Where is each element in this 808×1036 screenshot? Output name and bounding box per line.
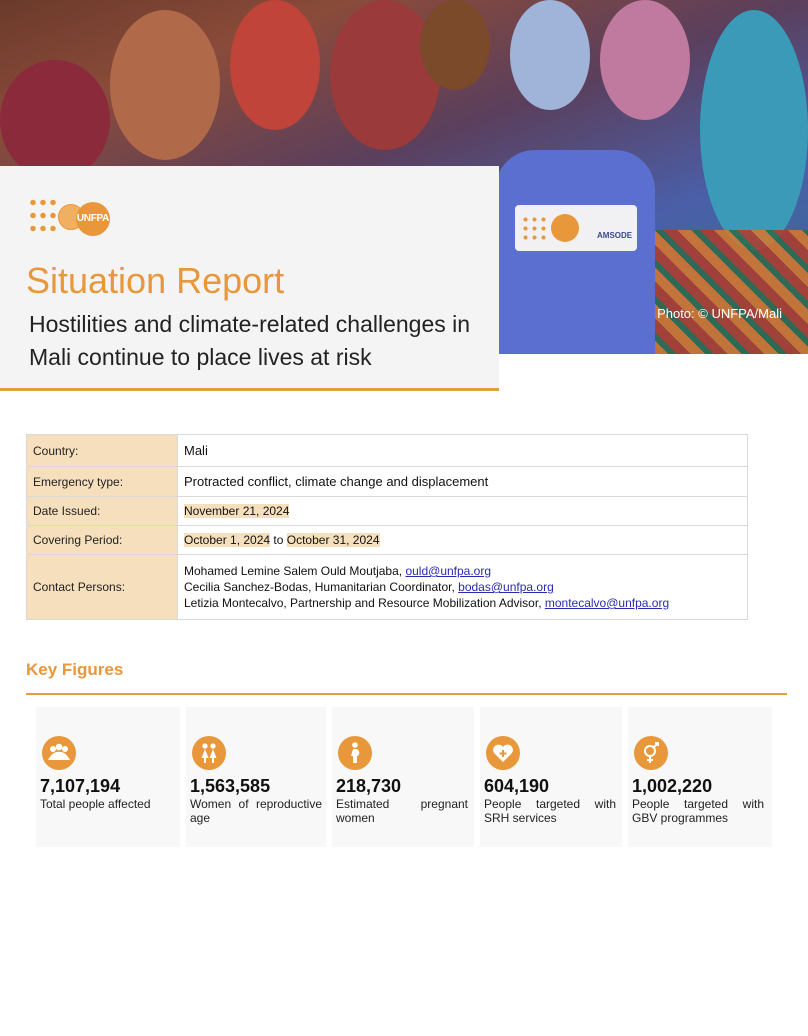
table-row xyxy=(27,435,748,467)
contact-email-link[interactable]: bodas@unfpa.org xyxy=(458,580,554,594)
heart-plus-icon xyxy=(486,736,520,770)
table-row xyxy=(27,497,748,526)
contact-name: Mohamed Lemine Salem Ould Moutjaba, xyxy=(184,564,406,578)
gender-symbol-icon xyxy=(634,736,668,770)
date-issued-label: Date Issued: xyxy=(27,497,178,526)
key-figure-value: 1,563,585 xyxy=(190,776,271,796)
contact-line xyxy=(184,563,741,579)
women-icon xyxy=(192,736,226,770)
key-figure-card xyxy=(480,707,622,847)
country-label: Country: xyxy=(27,435,178,467)
table-row xyxy=(27,526,748,555)
unfpa-logo xyxy=(28,196,110,236)
period-start: October 1, 2024 xyxy=(184,533,271,547)
contact-line xyxy=(184,579,741,595)
table-row xyxy=(27,555,748,620)
key-figure-card xyxy=(332,707,474,847)
divider xyxy=(26,693,787,695)
key-figures-cards xyxy=(36,707,772,847)
key-figure-label: Women of reproductive age xyxy=(190,797,322,825)
info-table xyxy=(26,434,748,620)
title-box xyxy=(0,166,499,391)
photo-credit: Photo: © UNFPA/Mali xyxy=(657,306,782,321)
vest-badge xyxy=(515,205,637,251)
key-figure-label: Total people affected xyxy=(40,797,151,811)
pregnant-woman-icon xyxy=(338,736,372,770)
key-figure-value: 604,190 xyxy=(484,776,550,796)
contact-email-link[interactable]: ould@unfpa.org xyxy=(405,564,492,578)
contact-name: Cecilia Sanchez-Bodas, Humanitarian Coordinator, xyxy=(184,580,459,594)
contact-persons-label: Contact Persons: xyxy=(27,555,178,620)
covering-period-cell xyxy=(178,526,748,555)
key-figure-label: People targeted with GBV programmes xyxy=(632,797,764,825)
dots-icon xyxy=(28,196,56,236)
key-figures-heading: Key Figures xyxy=(26,660,124,679)
key-figure-value: 1,002,220 xyxy=(632,776,713,796)
table-row xyxy=(27,467,748,497)
key-figure-value: 7,107,194 xyxy=(40,776,121,796)
period-to: to xyxy=(273,533,284,547)
key-figure-label: People targeted with SRH services xyxy=(484,797,616,825)
contact-line xyxy=(184,595,741,611)
key-figure-card xyxy=(186,707,326,847)
key-figure-card xyxy=(36,707,180,847)
key-figure-label: Estimated pregnant women xyxy=(336,797,468,825)
contact-email-link[interactable]: montecalvo@unfpa.org xyxy=(544,596,670,610)
people-group-icon xyxy=(42,736,76,770)
period-end: October 31, 2024 xyxy=(286,533,380,547)
contact-name: Letizia Montecalvo, Partnership and Resource Mobilization Advisor, xyxy=(184,596,545,610)
emergency-type-value: Protracted conflict, climate change and displacement xyxy=(178,467,748,497)
date-issued-cell xyxy=(178,497,748,526)
vest-badge-text: AMSODE xyxy=(597,231,633,240)
country-value: Mali xyxy=(178,435,748,467)
page-subtitle: Hostilities and climate-related challenges in Mali continue to place lives at risk xyxy=(29,311,471,370)
page-title: Situation Report xyxy=(26,260,285,301)
unfpa-logo-text: UNFPA xyxy=(76,202,110,236)
emergency-type-label: Emergency type: xyxy=(27,467,178,497)
contact-persons-cell xyxy=(178,555,748,620)
date-issued-value: November 21, 2024 xyxy=(184,504,290,518)
key-figure-card xyxy=(628,707,772,847)
key-figure-value: 218,730 xyxy=(336,776,402,796)
covering-period-label: Covering Period: xyxy=(27,526,178,555)
